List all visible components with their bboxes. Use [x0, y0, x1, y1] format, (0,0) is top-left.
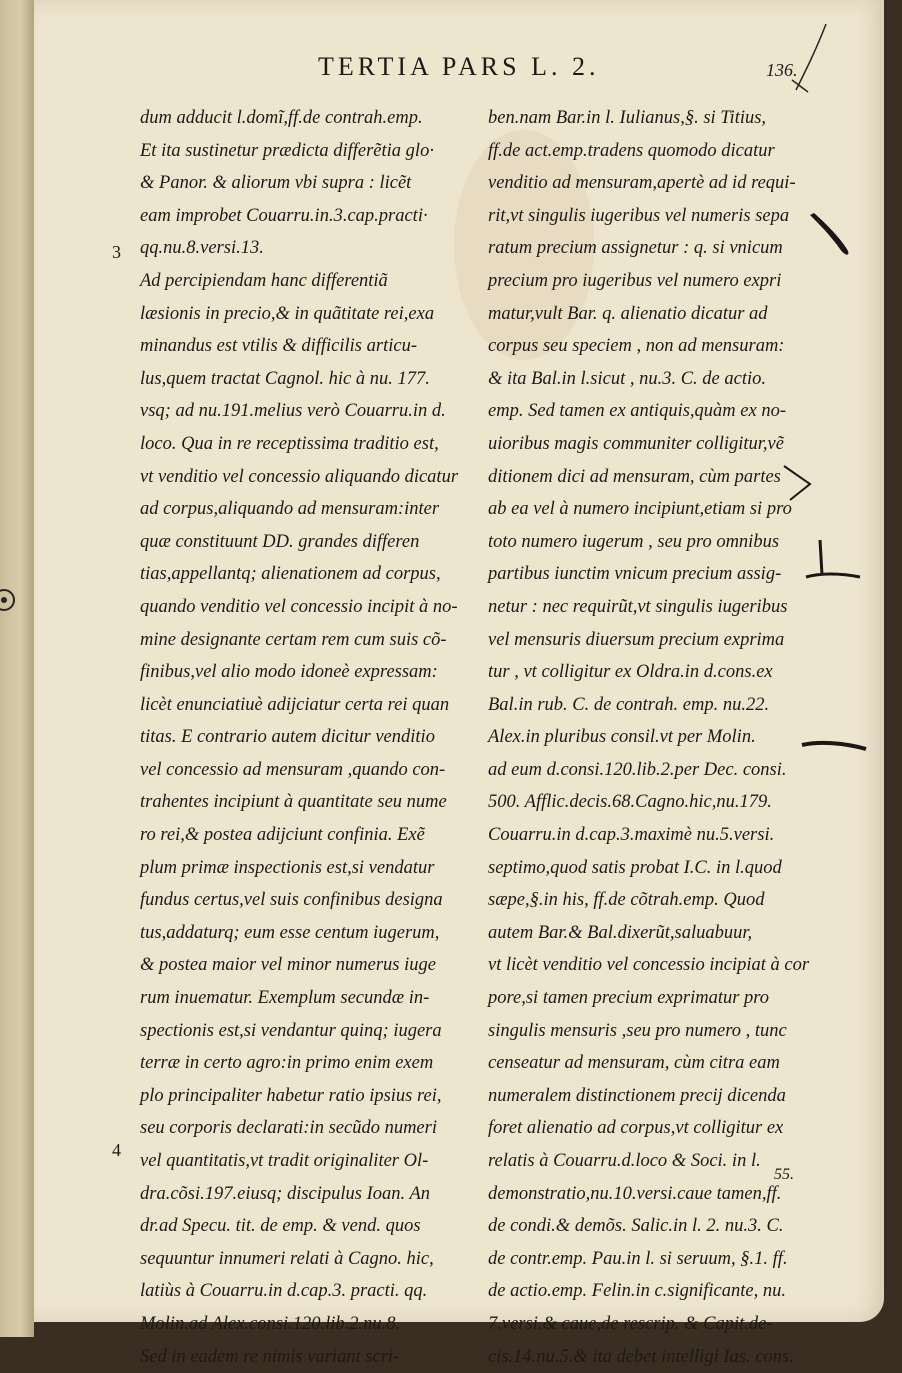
- text-line: Et ita sustinetur prædicta differẽtia glo·: [140, 140, 434, 161]
- section-number-4: 4: [112, 1140, 121, 1160]
- text-line: ben.nam Bar.in l. Iulianus,§. si Titius,: [488, 108, 767, 128]
- text-line: qq.nu.8.versi.13.: [140, 238, 264, 259]
- text-line: plum primæ inspectionis est,si vendatur: [140, 857, 435, 878]
- text-line: uioribus magis communiter colligitur,vẽ: [488, 433, 784, 454]
- text-line: dra.cõsi.197.eiusq; discipulus Ioan. An: [140, 1183, 430, 1204]
- text-line: tias,appellantq; alienationem ad corpus,: [140, 564, 441, 585]
- section-number-3: 3: [112, 242, 121, 262]
- text-line: & ita Bal.in l.sicut , nu.3. C. de actio.: [488, 368, 766, 389]
- text-line: 500. Afflic.decis.68.Cagno.hic,nu.179.: [488, 792, 772, 813]
- ink-dash-mark-4: [800, 735, 870, 759]
- catchword: 55.: [774, 1166, 794, 1183]
- text-line: pore,si tamen precium exprimatur pro: [488, 988, 770, 1009]
- text-line: finibus,vel alio modo idoneè expressam:: [140, 662, 438, 683]
- text-line: trahentes incipiunt à quantitate seu nume: [140, 792, 447, 813]
- text-line: latiùs à Couarru.in d.cap.3. practi. qq.: [140, 1281, 428, 1302]
- text-line: partibus iunctim vnicum precium assig-: [488, 564, 782, 585]
- text-line: rit,vt singulis iugeribus vel numeris sepa: [488, 205, 790, 226]
- text-line: septimo,quod satis probat I.C. in l.quod: [488, 857, 782, 878]
- text-line: de actio.emp. Felin.in c.significante, nu.: [488, 1281, 786, 1302]
- text-line: toto numero iugerum , seu pro omnibus: [488, 531, 780, 552]
- text-line: corpus seu speciem , non ad mensuram:: [488, 336, 785, 357]
- text-line: singulis mensuris ,seu pro numero , tunc: [488, 1020, 787, 1041]
- ink-scribble-mark-5: [786, 20, 836, 110]
- text-line: ratum precium assignetur : q. si vnicum: [488, 238, 783, 259]
- text-line: spectionis est,si vendantur quinq; iugera: [140, 1020, 442, 1041]
- text-line: minandus est vtilis & difficilis articu-: [140, 336, 417, 357]
- text-line: Alex.in pluribus consil.vt per Molin.: [488, 727, 756, 748]
- text-line: quando venditio vel concessio incipit à no-: [140, 596, 458, 617]
- text-line: ff.de act.emp.tradens quomodo dicatur: [488, 140, 775, 161]
- text-line: ditionem dici ad mensuram, cùm partes: [488, 466, 781, 487]
- text-line: ro rei,& postea adijciunt confinia. Exẽ: [140, 825, 425, 846]
- text-line: vt licèt venditio vel concessio incipiat à cor: [488, 955, 810, 976]
- book-page: [34, 0, 884, 1367]
- text-line: vt venditio vel concessio aliquando dicatur: [140, 466, 459, 487]
- text-line: vsq; ad nu.191.melius verò Couarru.in d.: [140, 401, 446, 422]
- text-line: censeatur ad mensuram, cùm citra eam: [488, 1053, 780, 1074]
- text-line: seu corporis declarati:in secũdo numeri: [140, 1118, 437, 1139]
- text-line: de condi.& demõs. Salic.in l. 2. nu.3. C.: [488, 1216, 784, 1237]
- text-line: titas. E contrario autem dicitur venditio: [140, 727, 435, 748]
- text-line: 7.versi.& caue,de rescrip. & Capit.de-: [488, 1313, 773, 1334]
- text-line: netur : nec requirũt,vt singulis iugeribus: [488, 596, 788, 617]
- text-line: relatis à Couarru.d.loco & Soci. in l.: [488, 1151, 761, 1171]
- text-line: terræ in certo agro:in primo enim exem: [140, 1053, 434, 1074]
- text-line: demonstratio,nu.10.versi.caue tamen,ff.: [488, 1183, 782, 1204]
- text-line: venditio ad mensuram,apertè ad id requi-: [488, 173, 796, 194]
- text-line: Couarru.in d.cap.3.maximè nu.5.versi.: [488, 825, 775, 846]
- text-line: loco. Qua in re receptissima traditio est,: [140, 433, 439, 454]
- text-line: Sed in eadem re nimis variant scri-: [140, 1346, 400, 1367]
- text-line: vel mensuris diuersum precium exprima: [488, 629, 785, 650]
- text-line: ad corpus,aliquando ad mensuram:inter: [140, 499, 440, 520]
- text-line: autem Bar.& Bal.dixerũt,saluabuur,: [488, 922, 753, 943]
- running-title: TERTIA PARS L. 2.: [318, 52, 600, 81]
- text-line: lus,quem tractat Cagnol. hic à nu. 177.: [140, 368, 430, 389]
- text-line: & Panor. & aliorum vbi supra : licẽt: [140, 173, 412, 194]
- adjacent-page-edge: [0, 0, 34, 1337]
- text-line: mine designante certam rem cum suis cõ-: [140, 629, 447, 650]
- text-line: cis.14.nu.5.& ita debet intelligi Ias. cons.: [488, 1346, 794, 1367]
- text-line: ad eum d.consi.120.lib.2.per Dec. consi.: [488, 759, 787, 780]
- text-line: læsionis in precio,& in quãtitate rei,exa: [140, 303, 435, 324]
- text-line: Ad percipiendam hanc differentiã: [140, 270, 388, 291]
- text-line: tur , vt colligitur ex Oldra.in d.cons.ex: [488, 662, 773, 683]
- text-line: vel quantitatis,vt tradit originaliter Ol-: [140, 1151, 429, 1171]
- text-line: rum inuematur. Exemplum secundæ in-: [140, 988, 430, 1009]
- text-line: de contr.emp. Pau.in l. si seruum, §.1. ff.: [488, 1248, 788, 1269]
- text-line: emp. Sed tamen ex antiquis,quàm ex no-: [488, 401, 786, 422]
- text-line: Bal.in rub. C. de contrah. emp. nu.22.: [488, 694, 770, 715]
- text-line: dr.ad Specu. tit. de emp. & vend. quos: [140, 1216, 421, 1237]
- text-line: tus,addaturq; eum esse centum iugerum,: [140, 922, 440, 943]
- left-text-column: [140, 102, 458, 1373]
- text-line: & postea maior vel minor numerus iuge: [140, 955, 436, 976]
- text-line: precium pro iugeribus vel numero expri: [488, 270, 782, 291]
- text-line: fundus certus,vel suis confinibus designa: [140, 890, 443, 911]
- ink-stroke-mark-2: [780, 460, 840, 510]
- text-line: licèt enunciatiuè adijciatur certa rei quan: [140, 694, 450, 715]
- text-line: ab ea vel à numero incipiunt,etiam si pro: [488, 499, 792, 520]
- ink-mark-3: [800, 535, 870, 595]
- text-line: dum adducit l.domĩ,ff.de contrah.emp.: [140, 108, 423, 128]
- text-line: foret alienatio ad corpus,vt colligitur ex: [488, 1118, 784, 1139]
- ink-blot-mark-1: [800, 205, 860, 265]
- text-line: eam improbet Couarru.in.3.cap.practi·: [140, 205, 428, 226]
- text-line: matur,vult Bar. q. alienatio dicatur ad: [488, 303, 768, 324]
- text-line: quæ constituunt DD. grandes differen: [140, 531, 420, 552]
- folio-number: 136.: [766, 60, 798, 80]
- text-line: numeralem distinctionem precij dicenda: [488, 1085, 786, 1106]
- text-line: sequuntur innumeri relati à Cagno. hic,: [140, 1248, 434, 1269]
- text-line: vel concessio ad mensuram ,quando con-: [140, 759, 446, 780]
- text-line: plo principaliter habetur ratio ipsius rei,: [140, 1085, 442, 1106]
- text-line: sæpe,§.in his, ff.de cõtrah.emp. Quod: [488, 890, 765, 911]
- right-text-column: [488, 102, 808, 1373]
- text-line: Molin.ad Alex.consi.120.lib.2.nu.8.: [140, 1313, 401, 1334]
